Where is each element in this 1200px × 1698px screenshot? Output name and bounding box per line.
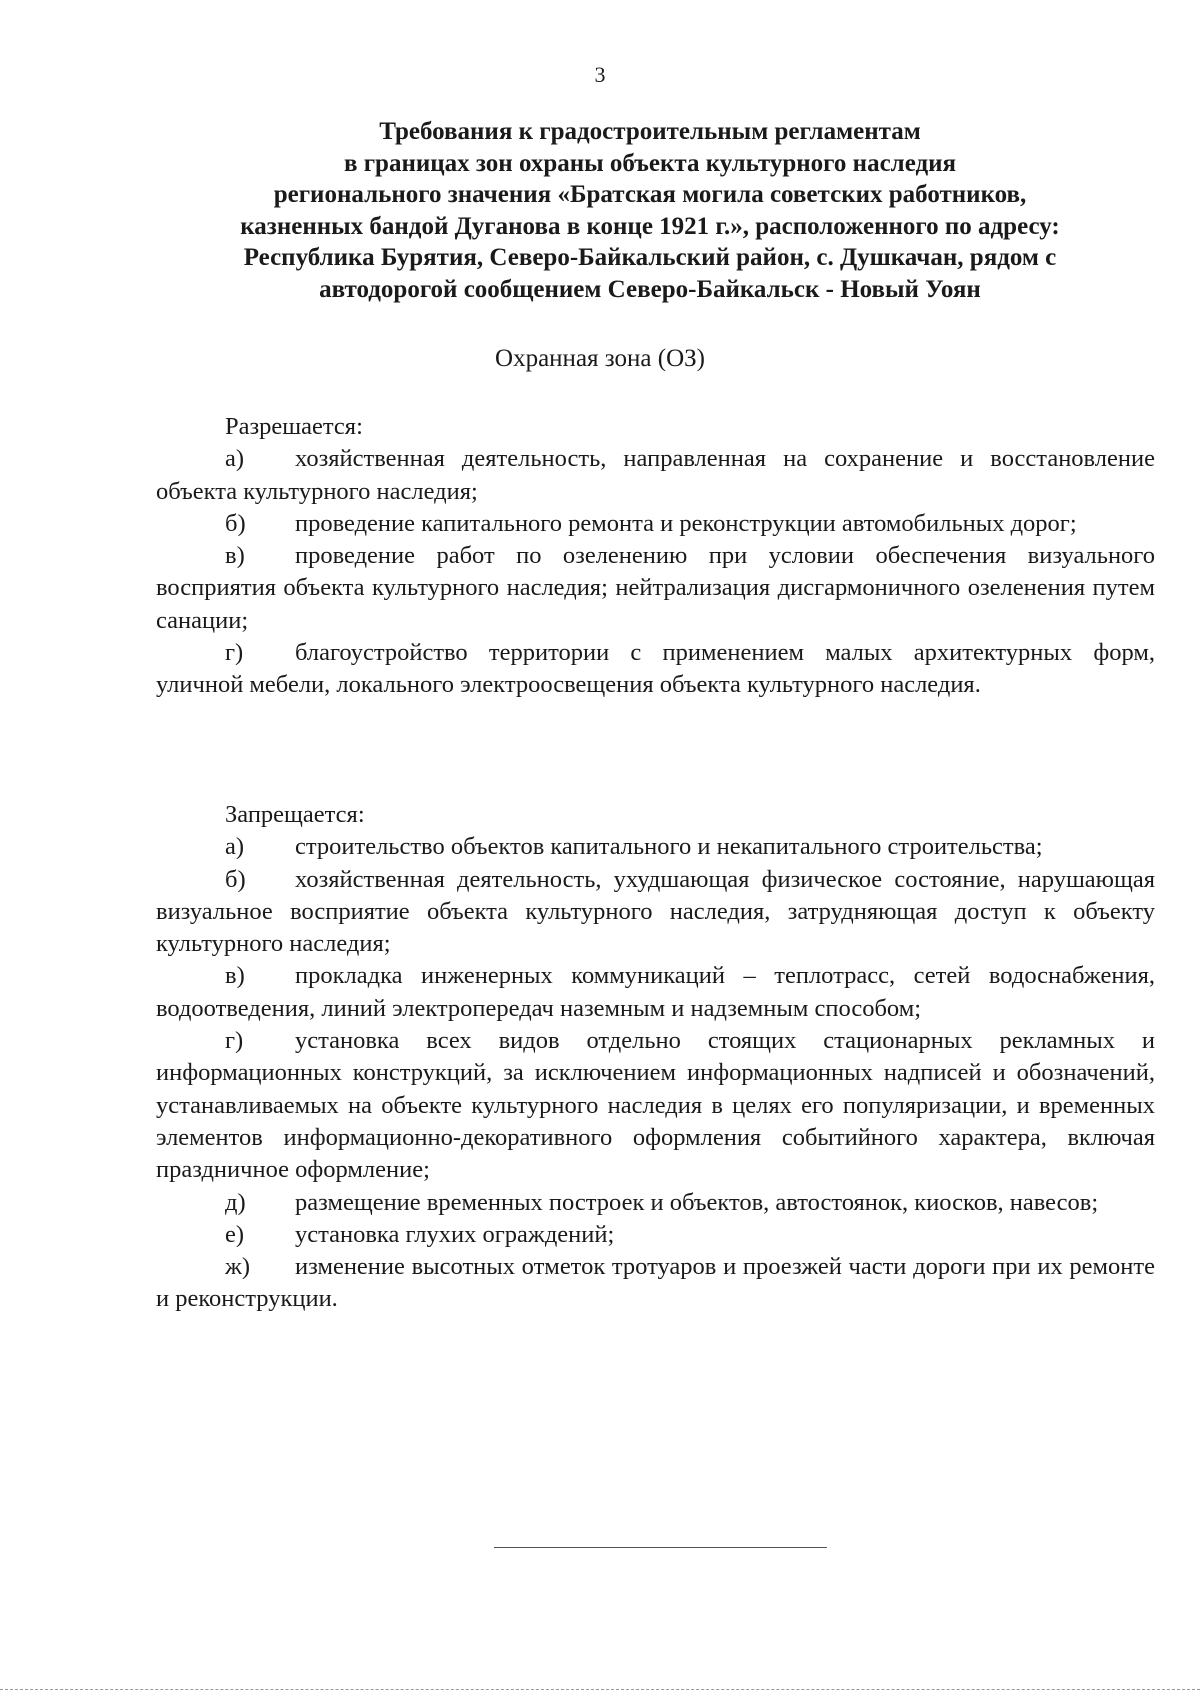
- prohibited-item: [156, 1251, 1155, 1316]
- page-number: 3: [594, 62, 606, 87]
- title-line: автодорогой сообщением Северо-Байкальск - Новый Уоян: [319, 275, 981, 303]
- allowed-item: [156, 540, 1155, 637]
- allowed-item: [156, 508, 1155, 540]
- item-marker: в): [225, 542, 245, 570]
- prohibited-item: [156, 864, 1155, 961]
- item-marker: в): [225, 962, 245, 990]
- item-text: изменение высотных отметок тротуаров и проезжей части дороги при их ремонте и реконструкции.: [156, 1253, 1155, 1313]
- item-marker: г): [225, 639, 244, 667]
- item-text: установка всех видов отдельно стоящих стационарных рекламных и информационных конструкций, за исключением информационных надписей и обозначений, устанавливаемых на объекте культурного наследия в целях его популяризации, и временных элементов информационно-декоративного оформления событийного характера, включая праздничное оформление;: [156, 1027, 1155, 1184]
- title-line: Требования к градостроительным регламентам: [379, 118, 921, 145]
- item-marker: д): [225, 1188, 246, 1216]
- title-line: Республика Бурятия, Северо-Байкальский район, с. Душкачан, рядом с: [243, 244, 1057, 271]
- item-marker: ж): [225, 1253, 251, 1281]
- prohibited-item: [156, 960, 1155, 1025]
- item-text: хозяйственная деятельность, направленная на сохранение и восстановление объекта культурного наследия;: [156, 445, 1155, 505]
- title-line: в границах зон охраны объекта культурного наследия: [343, 149, 957, 177]
- item-text: проведение работ по озеленению при условии обеспечения визуального восприятия объекта культурного наследия; нейтрализация дисгармоничного озеленения путем санации;: [156, 542, 1155, 634]
- prohibited-item: [156, 1187, 1155, 1219]
- item-marker: е): [225, 1220, 245, 1248]
- item-text: хозяйственная деятельность, ухудшающая физическое состояние, нарушающая визуальное восприятие объекта культурного наследия, затрудняющая доступ к объекту культурного наследия;: [156, 865, 1155, 958]
- title-line: регионального значения «Братская могила советских работников,: [273, 181, 1027, 208]
- item-text: установка глухих ограждений;: [295, 1220, 615, 1248]
- allowed-item: [156, 637, 1155, 702]
- prohibited-item: [156, 1219, 1155, 1251]
- allowed-section: [156, 411, 1155, 702]
- item-text: благоустройство территории с применением малых архитектурных форм, уличной мебели, локального электроосвещения объекта культурного наследия.: [156, 639, 1155, 699]
- item-text: прокладка инженерных коммуникаций – теплотрасс, сетей водоснабжения, водоотведения, линий электропередач наземным и надземным способом;: [156, 962, 1155, 1022]
- footer-divider: [494, 1547, 827, 1548]
- page-edge-divider: [0, 1689, 1200, 1690]
- item-text: проведение капитального ремонта и реконструкции автомобильных дорог;: [295, 509, 1077, 537]
- allowed-label: Разрешается:: [225, 413, 363, 440]
- item-text: размещение временных построек и объектов, автостоянок, киосков, навесов;: [295, 1188, 1099, 1216]
- item-text: строительство объектов капитального и некапитального строительства;: [295, 833, 1043, 861]
- prohibited-label: Запрещается:: [225, 801, 365, 828]
- item-marker: а): [225, 833, 245, 861]
- allowed-item: [156, 443, 1155, 508]
- prohibited-item: [156, 831, 1155, 863]
- item-marker: б): [225, 865, 246, 893]
- prohibited-section: [156, 799, 1155, 1316]
- item-marker: б): [225, 509, 246, 537]
- title-line: казненных бандой Дуганова в конце 1921 г.», расположенного по адресу:: [240, 212, 1060, 240]
- document-title: [150, 116, 1150, 305]
- zone-heading: Охранная зона (ОЗ): [495, 345, 705, 372]
- item-marker: г): [225, 1027, 244, 1055]
- prohibited-item: [156, 1025, 1155, 1186]
- item-marker: а): [225, 445, 245, 473]
